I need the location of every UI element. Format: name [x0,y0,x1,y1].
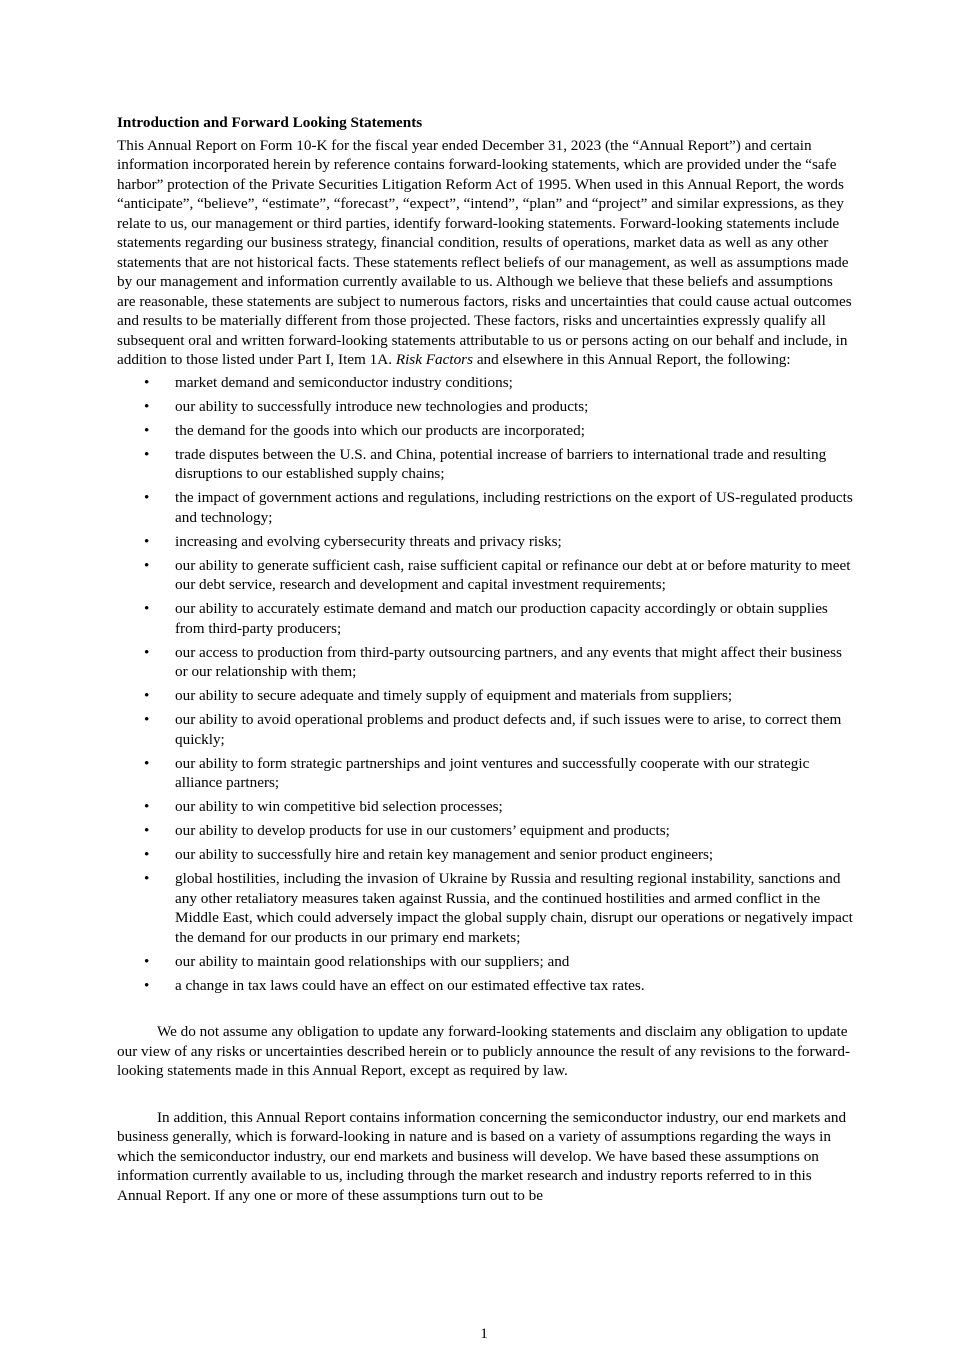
intro-text-end: and elsewhere in this Annual Report, the following: [473,351,791,368]
list-item [117,821,855,841]
list-item-text: increasing and evolving cybersecurity threats and privacy risks; [175,532,562,550]
bullet-icon: • [144,798,150,815]
list-item [117,710,855,749]
list-item [117,397,855,417]
list-item [117,373,855,393]
list-item [117,445,855,484]
bullet-icon: • [144,643,150,661]
bullet-icon: • [144,754,150,772]
list-item-text: a change in tax laws could have an effect on our estimated effective tax rates. [175,976,645,994]
list-item-text: our ability to win competitive bid selection processes; [175,798,503,815]
list-item [117,488,855,527]
document-page [117,113,855,1205]
list-item-text: the impact of government actions and regulations, including restrictions on the export of US-regulated products and technology; [175,489,853,526]
list-item [117,976,855,996]
list-item [117,643,855,682]
list-item-text: our ability to maintain good relationships with our suppliers; and [175,952,570,970]
list-item [117,686,855,706]
list-item-text: our ability to secure adequate and timely supply of equipment and materials from suppliers; [175,687,733,704]
list-item-text: trade disputes between the U.S. and China, potential increase of barriers to international trade and resulting disruptions to our established supply chains; [175,445,827,482]
list-item-text: our ability to accurately estimate demand and match our production capacity accordingly or obtain supplies from third-party producers; [175,600,828,637]
list-item [117,797,855,817]
list-item [117,421,855,441]
bullet-icon: • [144,976,150,994]
bullet-icon: • [144,373,150,391]
list-item-text: our ability to form strategic partnerships and joint ventures and successfully cooperate with our strategic alliance partners; [175,754,810,791]
bullet-icon: • [144,846,150,863]
section-heading: Introduction and Forward Looking Statements [117,114,423,131]
bullet-icon: • [144,421,150,439]
list-item-text: our access to production from third-party outsourcing partners, and any events that might affect their business or our relationship with them; [175,643,842,680]
bullet-icon: • [144,711,150,728]
list-item [117,952,855,972]
list-item-text: our ability to avoid operational problems and product defects and, if such issues were to arise, to correct them quickly; [175,711,842,748]
list-item [117,845,855,865]
bullet-icon: • [144,952,150,970]
risk-factors-reference: Risk Factors [395,351,474,368]
forward-looking-factors-list [117,373,855,996]
bullet-icon: • [144,532,150,550]
bullet-icon: • [144,687,150,704]
intro-paragraph [117,136,855,370]
bullet-icon: • [144,870,150,887]
list-item-text: our ability to generate sufficient cash, raise sufficient capital or refinance our debt at or before maturity to meet our debt service, research and development and capital investment requirements; [175,556,851,593]
list-item [117,599,855,638]
list-item [117,754,855,793]
list-item [117,869,855,947]
bullet-icon: • [144,822,150,839]
list-item [117,556,855,595]
intro-text: This Annual Report on Form 10-K for the fiscal year ended December 31, 2023 (the “Annual Report”) and certain information incorporated herein by reference contains forward-looking statements, which are provided under the “safe harbor” protection of the Private Securities Litigation Reform Act of 1995. When used in this Annual Report, the words “anticipate”, “believe”, “estimate”, “forecast”, “expect”, “intend”, “plan” and “project” and similar expressions, as they relate to us, our management or third parties, identify forward-looking statements. Forward-looking statements include statements regarding our business strategy, financial condition, results of operations, market data as well as any other statements that are not historical facts. These statements reflect beliefs of our management, as well as assumptions made by our management and information currently available to us. Although we believe that these beliefs and assumptions are reasonable, these statements are subject to numerous factors, risks and uncertainties that could cause actual outcomes and results to be materially different from those projected. These factors, risks and uncertainties expressly qualify all subsequent oral and written forward-looking statements attributable to us or persons acting on our behalf and include, in addition to those listed under Part I, Item 1A. [117,136,852,368]
bullet-icon: • [144,600,150,617]
list-item-text: our ability to develop products for use in our customers’ equipment and products; [175,822,670,839]
obligation-paragraph: We do not assume any obligation to update any forward-looking statements and disclaim any obligation to update our view of any risks or uncertainties described herein or to publicly announce the result of any revisions to the forward-looking statements made in this Annual Report, except as required by law. [117,1023,850,1079]
bullet-icon: • [144,397,150,415]
bullet-icon: • [144,445,150,463]
list-item [117,532,855,552]
bullet-icon: • [144,556,150,574]
page-number: 1 [480,1325,488,1342]
list-item-text: market demand and semiconductor industry conditions; [175,373,513,391]
bullet-icon: • [144,489,150,506]
list-item-text: our ability to successfully introduce new technologies and products; [175,397,589,415]
industry-paragraph: In addition, this Annual Report contains information concerning the semiconductor industry, our end markets and business generally, which is forward-looking in nature and is based on a variety of assumptions regarding the ways in which the semiconductor industry, our end markets and business will develop. We have based these assumptions on information currently available to us, including through the market research and industry reports referred to in this Annual Report. If any one or more of these assumptions turn out to be [117,1108,847,1204]
list-item-text: the demand for the goods into which our products are incorporated; [175,421,585,439]
list-item-text: global hostilities, including the invasion of Ukraine by Russia and resulting regional instability, sanctions and any other retaliatory measures taken against Russia, and the continued hostilities and armed conflict in the Middle East, which could adversely impact the global supply chain, disrupt our operations or negatively impact the demand for our products in our primary end markets; [175,870,853,946]
list-item-text: our ability to successfully hire and retain key management and senior product engineers; [175,846,714,863]
